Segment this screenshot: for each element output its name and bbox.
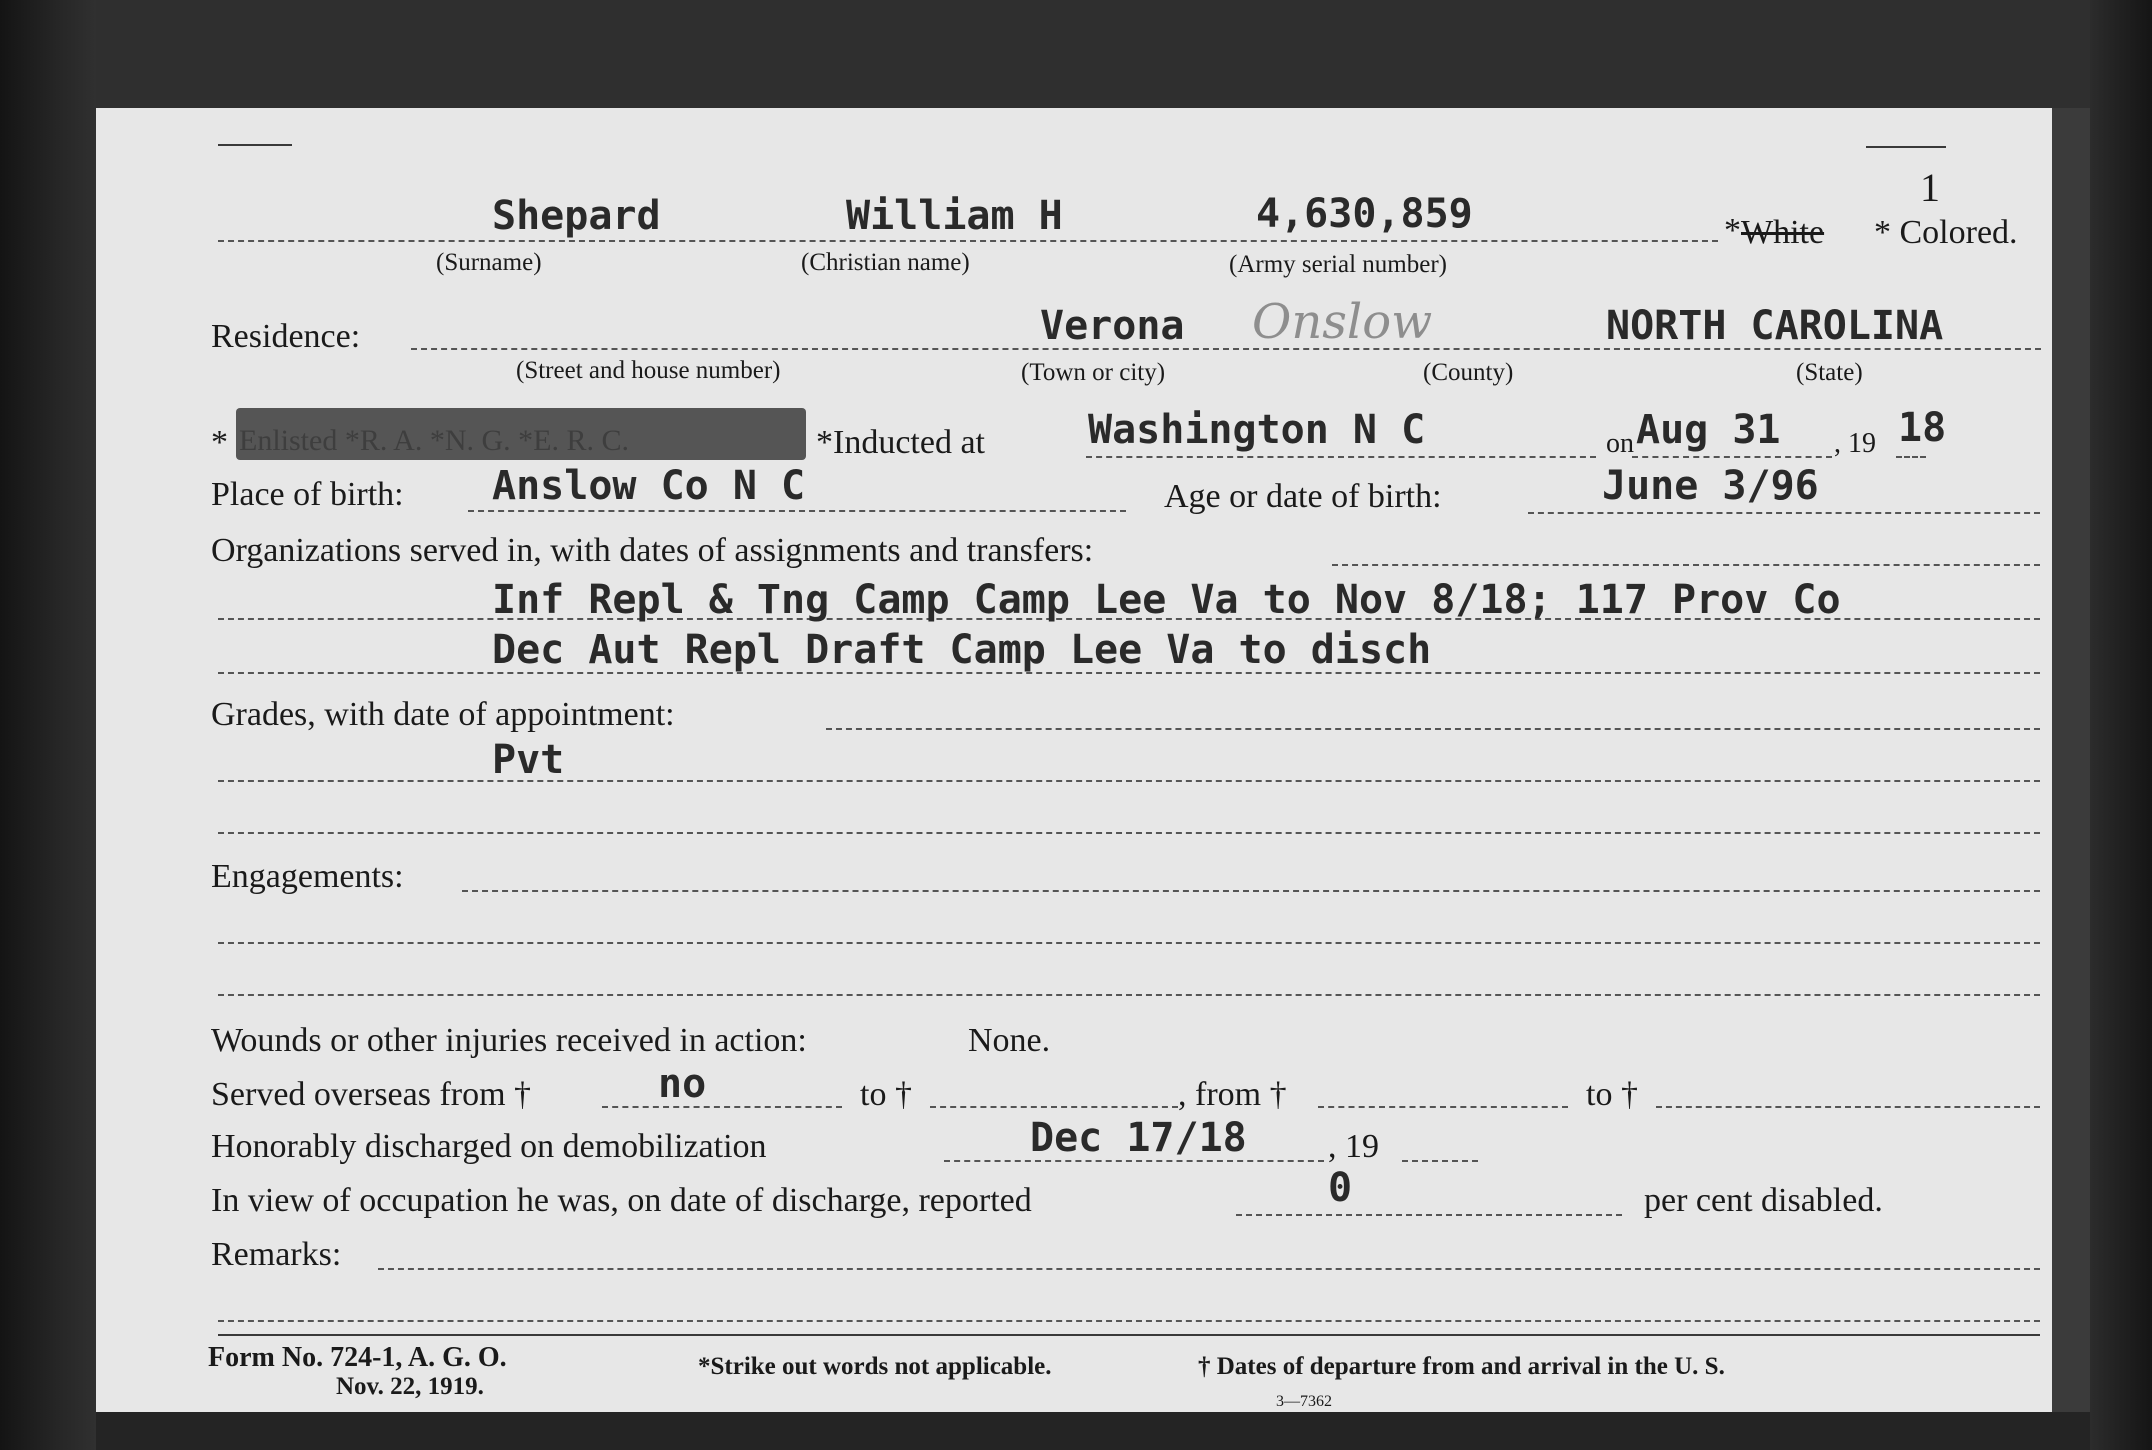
surname-value: Shepard	[492, 193, 661, 239]
dagger-note: † Dates of departure from and arrival in the U. S.	[1198, 1353, 1725, 1380]
top-left-rule	[218, 144, 292, 146]
discharge-year-prefix: , 19	[1328, 1128, 1379, 1165]
engagements-line-0	[462, 890, 2040, 892]
scan-border-bottom	[96, 1412, 2090, 1450]
engagements-line-2	[218, 994, 2040, 996]
overseas-from-value: no	[658, 1061, 707, 1107]
overseas-to1-label: to †	[860, 1076, 912, 1113]
engagements-label: Engagements:	[211, 858, 404, 895]
disability-suffix: per cent disabled.	[1644, 1182, 1883, 1219]
organizations-entry-2: Dec Aut Repl Draft Camp Lee Va to disch	[492, 627, 1432, 673]
disability-value: 0	[1328, 1165, 1353, 1211]
race-asterisk: *	[1724, 212, 1741, 249]
disability-label: In view of occupation he was, on date of discharge, reported	[211, 1182, 1032, 1219]
on-label: on	[1606, 428, 1634, 459]
enlisted-options-struck: Enlisted *R. A. *N. G. *E. R. C.	[239, 424, 630, 457]
strike-out-note: *Strike out words not applicable.	[698, 1353, 1052, 1380]
birth-date-value: June 3/96	[1602, 463, 1819, 509]
wounds-label: Wounds or other injuries received in action:	[211, 1022, 807, 1059]
footer-rule	[218, 1334, 2040, 1336]
overseas-from2-label: , from †	[1178, 1076, 1287, 1113]
induction-year-prefix: , 19	[1834, 428, 1876, 459]
town-label: (Town or city)	[1021, 359, 1166, 386]
name-line	[218, 240, 1718, 242]
induction-date-line	[1632, 456, 1832, 458]
engagements-line-1	[218, 942, 2040, 944]
enlisted-asterisk: *	[211, 424, 228, 461]
residence-label: Residence:	[211, 318, 361, 355]
overseas-to1-line	[930, 1106, 1178, 1108]
birth-place-line	[468, 510, 1126, 512]
form-date: Nov. 22, 1919.	[336, 1373, 484, 1400]
print-code: 3—7362	[1276, 1393, 1332, 1410]
overseas-from-label: Served overseas from †	[211, 1076, 532, 1113]
race-white-struck: White	[1741, 214, 1825, 251]
overseas-to2-label: to †	[1586, 1076, 1638, 1113]
state-label: (State)	[1796, 359, 1863, 386]
induction-date: Aug 31	[1636, 407, 1781, 453]
organizations-line-0	[1332, 564, 2040, 566]
form-number: Form No. 724-1, A. G. O.	[208, 1342, 507, 1373]
christian-name-label: (Christian name)	[801, 249, 970, 276]
overseas-to2-line	[1656, 1106, 2040, 1108]
county-label: (County)	[1423, 359, 1514, 386]
overseas-from-line	[602, 1106, 842, 1108]
scan-border-left	[0, 0, 96, 1450]
residence-county-handwritten: Onslow	[1252, 294, 1433, 350]
top-right-rule	[1866, 146, 1946, 148]
grades-line-2	[218, 832, 2040, 834]
residence-state: NORTH CAROLINA	[1606, 303, 1944, 349]
birth-place-label: Place of birth:	[211, 476, 404, 513]
discharge-year-line	[1402, 1160, 1478, 1162]
race-colored: * Colored.	[1874, 214, 2018, 251]
inducted-place: Washington N C	[1088, 407, 1426, 453]
disability-line	[1236, 1214, 1622, 1216]
birth-place-value: Anslow Co N C	[492, 463, 806, 509]
scan-border-top	[96, 0, 2090, 108]
discharge-date-value: Dec 17/18	[1030, 1115, 1247, 1161]
organizations-label: Organizations served in, with dates of assignments and transfers:	[211, 532, 1094, 569]
card-number: 1	[1920, 165, 1940, 210]
christian-name-value: William H	[846, 193, 1063, 239]
remarks-label: Remarks:	[211, 1236, 342, 1273]
wounds-value: None.	[968, 1022, 1051, 1059]
birth-date-label: Age or date of birth:	[1164, 478, 1442, 515]
grades-label: Grades, with date of appointment:	[211, 696, 675, 733]
service-record-card	[96, 108, 2052, 1412]
scan-border-right	[2090, 0, 2152, 1450]
street-label: (Street and house number)	[516, 357, 781, 384]
serial-number-label: (Army serial number)	[1229, 251, 1447, 278]
birth-date-line	[1528, 512, 2040, 514]
discharge-label: Honorably discharged on demobilization	[211, 1128, 767, 1165]
overseas-from2-line	[1318, 1106, 1568, 1108]
organizations-entry-1: Inf Repl & Tng Camp Camp Lee Va to Nov 8/18; 117 Prov Co	[492, 577, 1841, 623]
serial-number-value: 4,630,859	[1256, 191, 1473, 237]
residence-town: Verona	[1040, 303, 1185, 349]
inducted-line	[1086, 456, 1596, 458]
grade-value: Pvt	[492, 737, 565, 783]
remarks-line-1	[218, 1320, 2040, 1322]
remarks-line-0	[378, 1268, 2040, 1270]
grades-line-0	[826, 728, 2040, 730]
induction-year: 18	[1898, 405, 1947, 451]
induction-year-line	[1896, 456, 1926, 458]
inducted-label: *Inducted at	[816, 424, 985, 461]
surname-label: (Surname)	[436, 249, 542, 276]
